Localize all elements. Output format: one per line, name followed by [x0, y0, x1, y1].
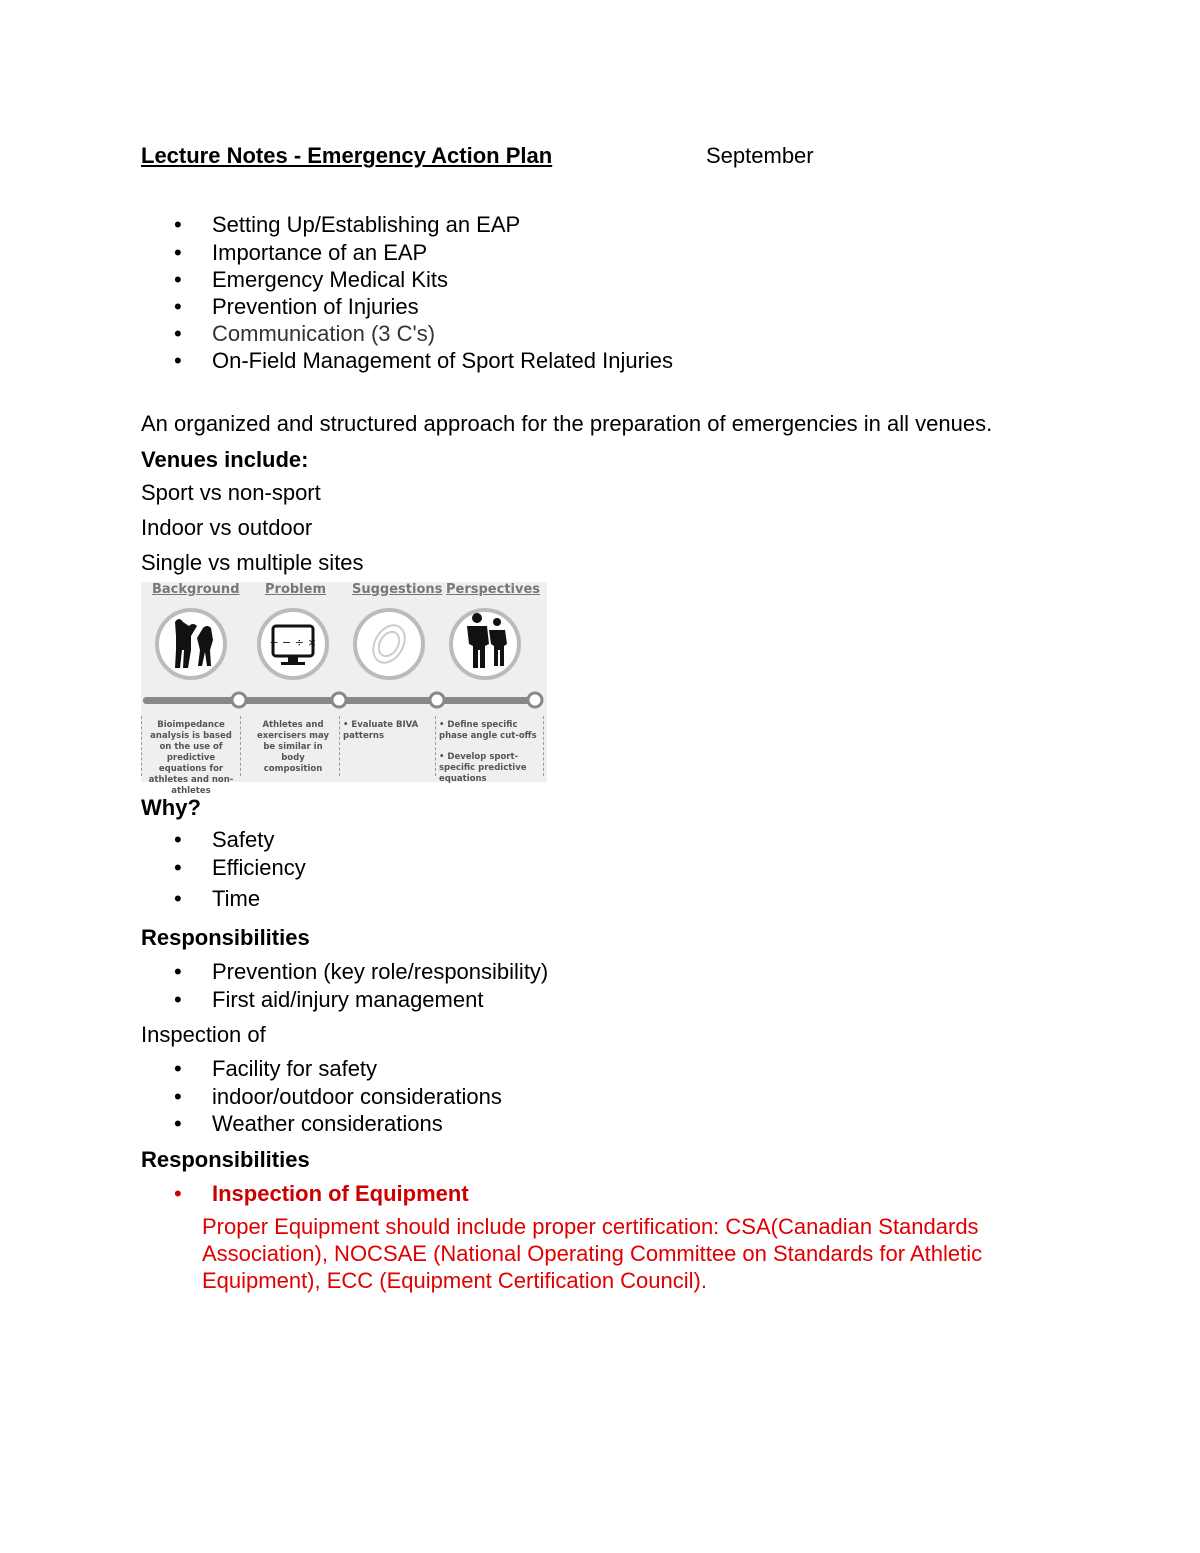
topic-item: Importance of an EAP	[212, 240, 428, 265]
inspection-item: Facility for safety	[212, 1056, 378, 1081]
calculator-icon	[259, 610, 327, 678]
caption-problem: Athletes and exercisers may be similar in body composition	[256, 720, 330, 774]
caption-suggestions: • Evaluate BIVA patterns	[343, 720, 419, 741]
topic-item: Prevention of Injuries	[212, 294, 419, 319]
why-item: Time	[212, 886, 261, 911]
topic-item: Setting Up/Establishing an EAP	[212, 212, 521, 237]
responsibilities-heading-2: Responsibilities	[141, 1147, 310, 1172]
topic-item: Emergency Medical Kits	[212, 267, 448, 292]
equipment-inspection-item: Inspection of Equipment	[212, 1181, 469, 1206]
topic-item: On-Field Management of Sport Related Injuries	[212, 348, 674, 373]
why-item: Safety	[212, 827, 275, 852]
infographic-header-suggestions: Suggestions	[352, 582, 443, 597]
athletes-icon	[157, 610, 225, 678]
infographic-header-background: Background	[152, 582, 240, 597]
responsibility-item: Prevention (key role/responsibility)	[212, 959, 549, 984]
venue-item: Sport vs non-sport	[141, 480, 321, 505]
topic-item: Communication (3 C's)	[212, 321, 436, 346]
biva-chart-icon	[355, 610, 423, 678]
infographic-header-perspectives: Perspectives	[446, 582, 541, 597]
why-item: Efficiency	[212, 855, 306, 880]
month-label: September	[706, 143, 814, 168]
certification-paragraph: Proper Equipment should include proper certification: CSA(Canadian Standards Association), NOCSAE (National Operating Committee on Standards for Athletic Equipment), ECC (Equipment Certification Council).	[202, 1214, 983, 1293]
inspection-item: Weather considerations	[212, 1111, 443, 1136]
definition-text: An organized and structured approach for the preparation of emergencies in all venues.	[141, 411, 993, 436]
responsibility-item: First aid/injury management	[212, 987, 484, 1012]
caption-perspectives-2: • Develop sport-specific predictive equations	[439, 752, 527, 784]
page-title: Lecture Notes - Emergency Action Plan	[141, 143, 553, 168]
venues-heading: Venues include:	[141, 447, 309, 472]
calculator-symbols: + − ÷ ×	[269, 636, 317, 649]
venue-item: Single vs multiple sites	[141, 550, 364, 575]
caption-background: Bioimpedance analysis is based on the use of predictive equations for athletes and non-athletes	[148, 720, 234, 796]
responsibilities-heading: Responsibilities	[141, 925, 310, 950]
athletes-pair-icon	[451, 610, 519, 678]
venue-item: Indoor vs outdoor	[141, 515, 313, 540]
why-heading: Why?	[141, 795, 201, 820]
inspection-heading: Inspection of	[141, 1022, 266, 1047]
infographic	[141, 582, 547, 796]
infographic-header-problem: Problem	[265, 582, 326, 597]
caption-perspectives-1: • Define specific phase angle cut-offs	[439, 720, 537, 741]
inspection-item: indoor/outdoor considerations	[212, 1084, 502, 1109]
